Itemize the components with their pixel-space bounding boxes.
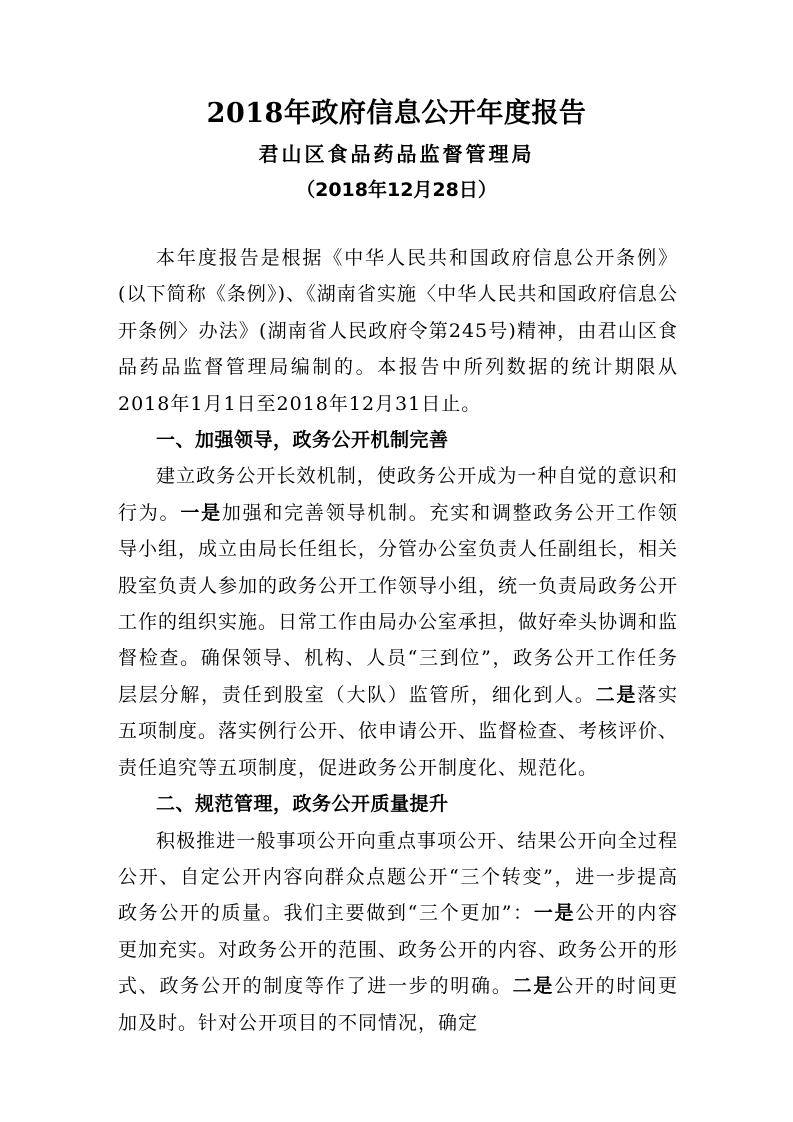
section-2-paragraph	[118, 823, 678, 1041]
report-date: （2018年12月28日）	[296, 179, 497, 201]
section-1-marker-b: 二是	[595, 683, 638, 706]
section-1-text-b: 加强和完善领导机制。充实和调整政务公开工作领导小组，成立由局长任组长，分管办公室负责人任副组长，相关股室负责人参加的政务公开工作领导小组，统一负责局政务公开工作的组织实施。日常工作由局办公室承担，做好牵头协调和监督检查。确保领导、机构、人员“三到位”，政务公开工作任务层层分解，责任到股室（大队）监管所，细化到人。	[118, 501, 679, 706]
section-1-heading: 一、加强领导，政务公开机制完善	[156, 429, 449, 452]
section-1-text-a: 建立政务公开长效机制，使政务公开成为一种自觉的意识和行为。	[118, 465, 678, 524]
section-2-text-c: 公开的时间更加及时。针对公开项目的不同情况，确定	[118, 975, 678, 1034]
report-body	[118, 240, 678, 1041]
report-title: 2018年政府信息公开年度报告	[206, 98, 587, 129]
section-2-marker-a: 一是	[533, 902, 576, 925]
report-subtitle: 君山区食品药品监督管理局	[258, 142, 535, 166]
section-2-text-a: 积极推进一般事项公开向重点事项公开、结果公开向全过程公开、自定公开内容向群众点题公开“三个转变”，进一步提高政务公开的质量。我们主要做到“三个更加”：	[118, 829, 678, 925]
section-1-marker-a: 一是	[180, 501, 222, 524]
intro-paragraph: 本年度报告是根据《中华人民共和国政府信息公开条例》(以下简称《条例》)、《湖南省实施〈中华人民共和国政府信息公开条例〉办法》(湖南省人民政府令第245号)精神，由君山区食品药品监督管理局编制的。本报告中所列数据的统计期限从2018年1月1日至2018年12月31日止。	[118, 247, 678, 415]
section-1-text-c: 落实五项制度。落实例行公开、依申请公开、监督检查、考核评价、责任追究等五项制度，促进政务公开制度化、规范化。	[118, 683, 679, 779]
section-2-marker-b: 二是	[512, 975, 555, 998]
section-2-heading: 二、规范管理，政务公开质量提升	[156, 793, 449, 816]
section-2-text-b: 公开的内容更加充实。对政务公开的范围、政务公开的内容、政务公开的形式、政务公开的制度等作了进一步的明确。	[118, 902, 679, 998]
section-1-paragraph	[118, 458, 678, 786]
